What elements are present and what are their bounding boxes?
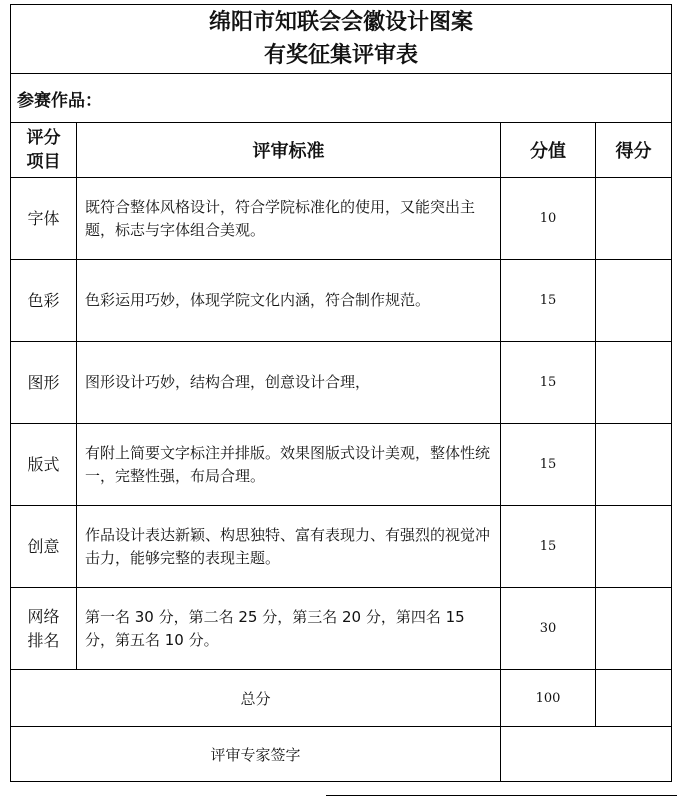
category-label-line1: 网络 <box>27 606 60 626</box>
criteria-cell: 既符合整体风格设计，符合学院标准化的使用，又能突出主题，标志与字体组合美观。 <box>77 178 501 260</box>
score-cell[interactable] <box>596 424 672 506</box>
points-cell: 10 <box>501 178 596 260</box>
entry-cell[interactable] <box>11 74 672 123</box>
score-cell[interactable] <box>596 178 672 260</box>
category-cell <box>11 260 77 342</box>
score-cell[interactable] <box>596 342 672 424</box>
category-cell <box>11 178 77 260</box>
criteria-cell: 图形设计巧妙，结构合理，创意设计合理， <box>77 342 501 424</box>
bottom-edge-line <box>326 795 677 796</box>
total-points: 100 <box>501 670 596 727</box>
category-label: 图形 <box>27 372 60 392</box>
total-score-cell[interactable] <box>596 670 672 727</box>
total-row <box>11 670 672 727</box>
table-row <box>11 178 672 260</box>
criteria-cell: 作品设计表达新颖、构思独特、富有表现力、有强烈的视觉冲击力，能够完整的表现主题。 <box>77 506 501 588</box>
points-cell: 15 <box>501 424 596 506</box>
points-cell: 15 <box>501 506 596 588</box>
header-points: 分值 <box>501 123 596 178</box>
category-label: 创意 <box>27 536 60 556</box>
category-cell <box>11 588 77 670</box>
points-cell: 15 <box>501 342 596 424</box>
criteria-cell: 第一名 30 分，第二名 25 分，第三名 20 分，第四名 15 分，第五名 10 分。 <box>77 588 501 670</box>
category-cell <box>11 506 77 588</box>
score-cell[interactable] <box>596 506 672 588</box>
points-cell: 30 <box>501 588 596 670</box>
criteria-cell: 有附上简要文字标注并排版。效果图版式设计美观，整体性统一，完整性强，布局合理。 <box>77 424 501 506</box>
signature-label: 评审专家签字 <box>11 727 501 782</box>
form-title-line1: 绵阳市知联会会徽设计图案 <box>209 10 474 35</box>
signature-row <box>11 727 672 782</box>
table-row <box>11 424 672 506</box>
form-title-line2: 有奖征集评审表 <box>264 43 419 68</box>
table-row <box>11 342 672 424</box>
table-row <box>11 506 672 588</box>
criteria-cell: 色彩运用巧妙，体现学院文化内涵，符合制作规范。 <box>77 260 501 342</box>
edge-mark <box>671 462 672 496</box>
signature-field[interactable] <box>501 727 672 782</box>
entry-label: 参赛作品： <box>17 90 102 111</box>
category-label-line2: 排名 <box>27 630 60 650</box>
evaluation-form-table <box>10 4 672 782</box>
total-label: 总分 <box>11 670 501 727</box>
header-item-line2: 项目 <box>26 152 61 172</box>
category-cell <box>11 424 77 506</box>
header-item-line1: 评分 <box>26 128 61 148</box>
category-label: 版式 <box>27 454 60 474</box>
form-title <box>11 5 672 74</box>
score-cell[interactable] <box>596 260 672 342</box>
header-item <box>11 123 77 178</box>
category-label: 色彩 <box>27 290 60 310</box>
header-score: 得分 <box>596 123 672 178</box>
score-cell[interactable] <box>596 588 672 670</box>
table-row <box>11 260 672 342</box>
table-row <box>11 588 672 670</box>
category-cell <box>11 342 77 424</box>
edge-mark <box>671 380 672 414</box>
header-criteria: 评审标准 <box>77 123 501 178</box>
points-cell: 15 <box>501 260 596 342</box>
category-label: 字体 <box>27 208 60 228</box>
